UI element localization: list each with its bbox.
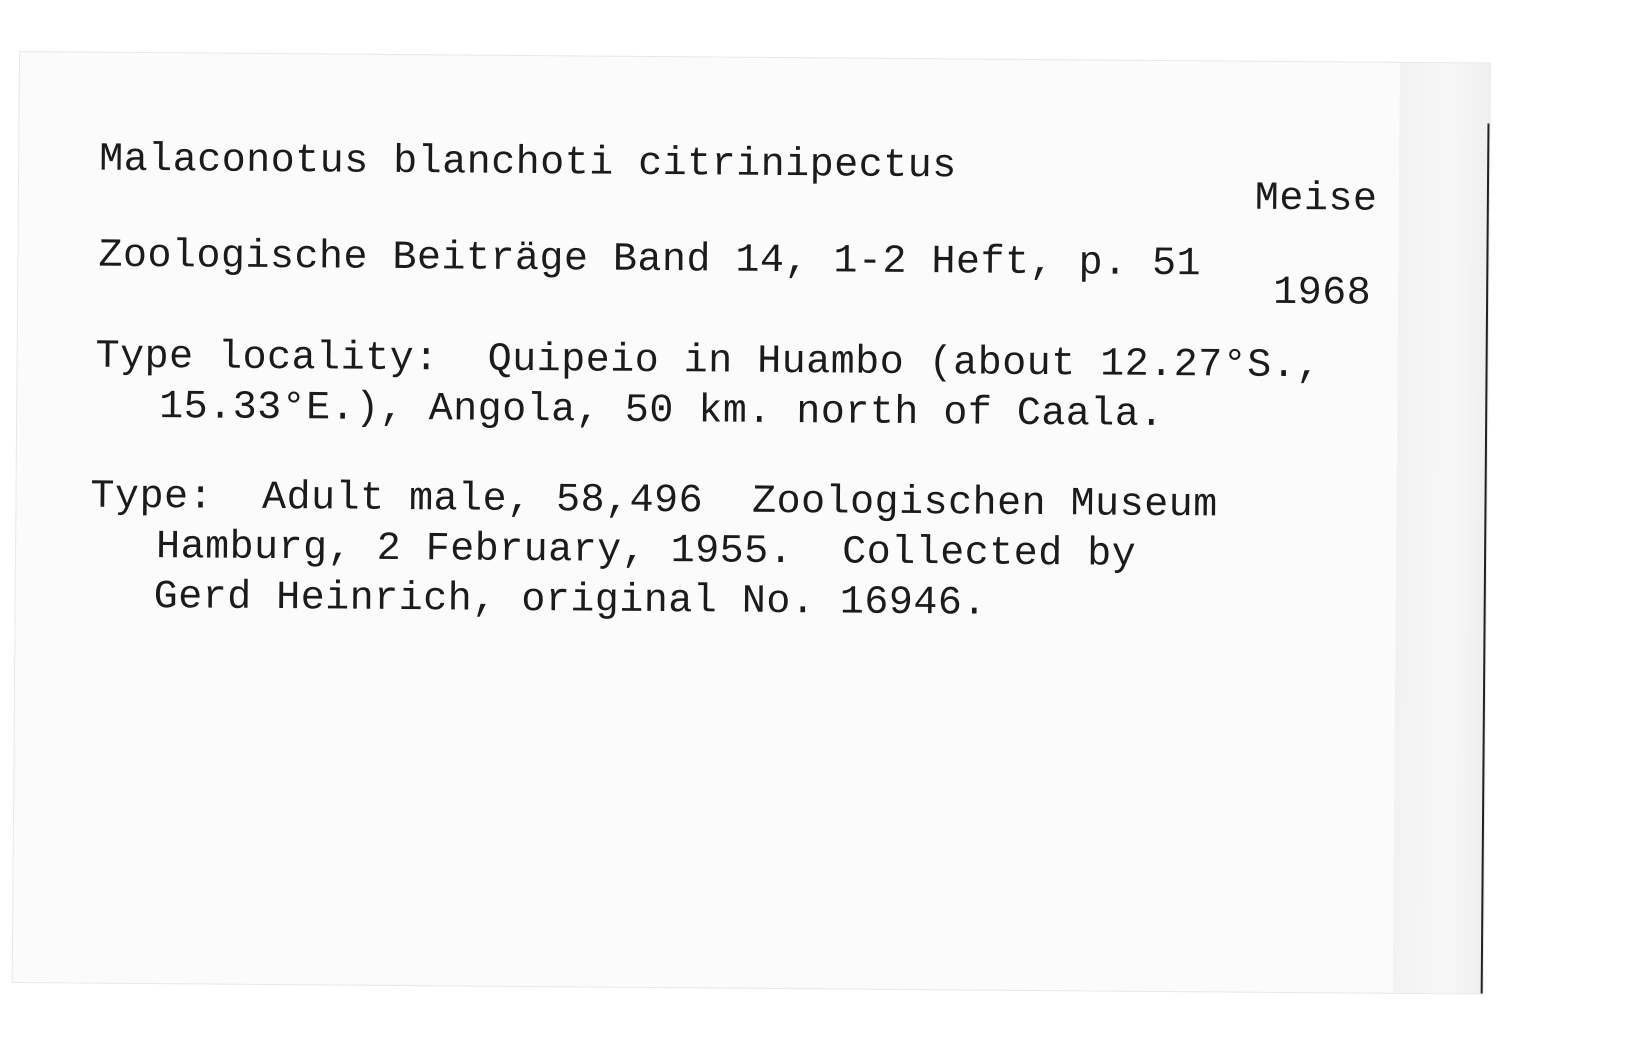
type-line-1: Type: Adult male, 58,496 Zoologischen Museum bbox=[90, 474, 1218, 529]
type-locality-line-2: 15.33°E.), Angola, 50 km. north of Caala. bbox=[159, 385, 1165, 438]
species-name: Malaconotus blanchoti citrinipectus bbox=[98, 137, 957, 190]
type-line-2: Hamburg, 2 February, 1955. Collected by bbox=[155, 525, 1137, 578]
type-line-3: Gerd Heinrich, original No. 16946. bbox=[153, 575, 988, 627]
citation: Zoologische Beiträge Band 14, 1-2 Heft, p. 51 bbox=[98, 233, 1202, 288]
card-shadow-strip bbox=[1393, 63, 1490, 994]
index-card bbox=[13, 52, 1490, 994]
publication-year: 1968 bbox=[1272, 270, 1372, 317]
type-locality-line-1: Type locality: Quipeio in Huambo (about 12.27°S., bbox=[95, 334, 1321, 390]
author-name: Meise bbox=[1254, 176, 1378, 223]
